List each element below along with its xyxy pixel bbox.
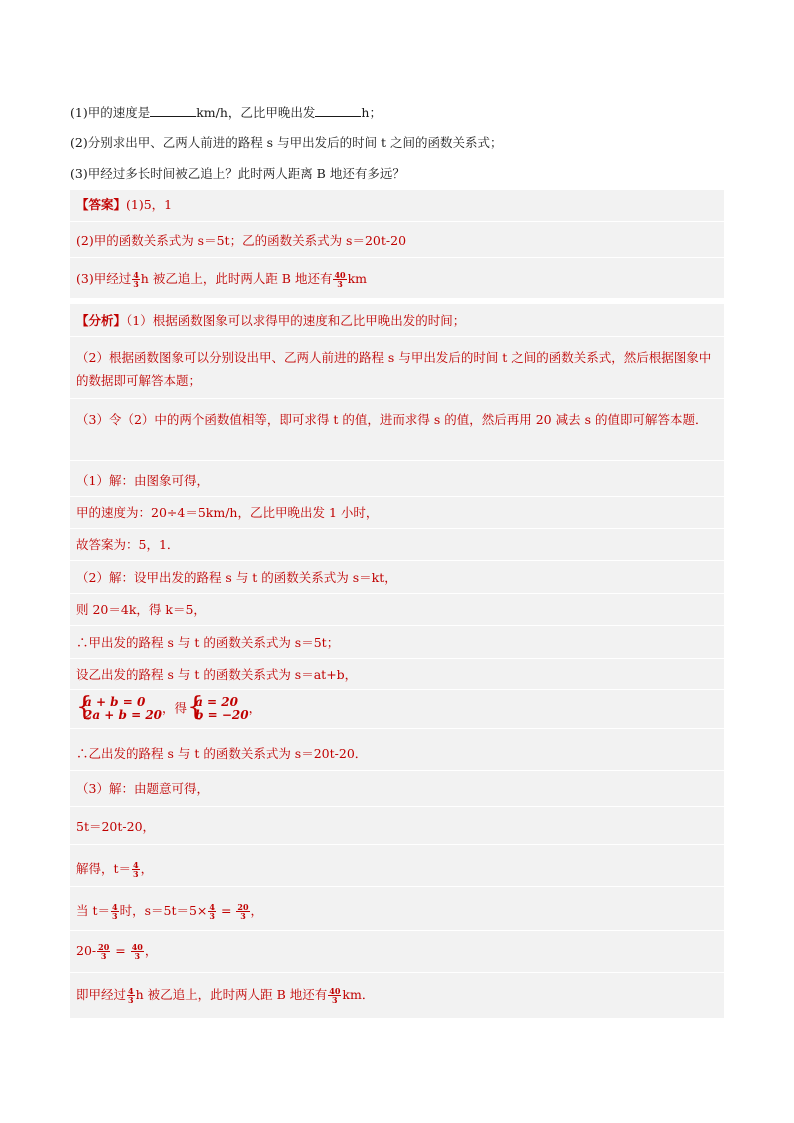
separator [70,886,724,887]
fraction-20-3: $\frac{20}{3}$ [237,902,249,921]
separator [70,972,724,973]
question-1-suffix: h； [361,105,382,120]
separator [70,528,724,529]
separator [70,844,724,845]
analysis-line-2: （2）根据函数图象可以分别设出甲、乙两人前进的路程 s 与甲出发后的时间 t 之间的函数关系式，然后根据图象中的数据即可解答本题； [76,350,712,388]
fraction-4-3: $\frac{4}{3}$ [128,986,134,1005]
solution-line-14: 即甲经过 $\frac{4}{3}$ h 被乙追上，此时两人距 B 地还有 $\frac{40}{3}$ km． [76,986,375,1005]
answer-part-1: (1)5，1 [126,197,173,212]
fraction-4-3: $\frac{4}{3}$ [133,860,139,879]
solution-line-8: ∴乙出发的路程 s 与 t 的函数关系式为 s＝20t-20． [76,746,368,761]
fraction-40-3: $\frac{40}{3}$ [131,942,143,961]
question-1-mid: km/h，乙比甲晚出发 [196,105,316,120]
separator [70,257,724,258]
separator [70,806,724,807]
solution-line-7: 设乙出发的路程 s 与 t 的函数关系式为 s＝at+b， [76,667,358,682]
solution-line-1: （1）解：由图象可得， [76,473,209,488]
solution-line-12: 当 t＝ $\frac{4}{3}$ 时，s＝5t＝5× $\frac{4}{3}$ = $\frac{20}{3}$ ， [76,902,264,921]
answer-3-c: km [347,271,368,286]
equation-system-left: { a + b = 0 2a + b = 20 [76,692,163,722]
separator [70,560,724,561]
question-2: (2)分别求出甲、乙两人前进的路程 s 与甲出发后的时间 t 之间的函数关系式； [70,135,503,150]
solution-line-2: 甲的速度为：20÷4＝5km/h，乙比甲晚出发 1 小时， [76,505,379,520]
answer-panel [70,190,724,298]
separator [70,625,724,626]
answer-line-2: (2)甲的函数关系式为 s＝5t；乙的函数关系式为 s＝20t-20 [76,233,407,248]
analysis-line-3: （3）令（2）中的两个函数值相等，即可求得 t 的值，进而求得 s 的值，然后再用 20 减去 s 的值即可解答本题． [76,412,708,427]
separator [70,221,724,222]
separator [70,496,724,497]
solution-line-13: 20- $\frac{20}{3}$ = $\frac{40}{3}$ ， [76,942,158,961]
question-1-prefix: (1)甲的速度是 [70,105,151,120]
answer-3-a: (3)甲经过 [76,271,132,286]
fraction-4-3: $\frac{4}{3}$ [133,270,139,289]
separator [70,689,724,690]
blank-delay [315,104,361,117]
separator [70,460,724,461]
question-3: (3)甲经过多长时间被乙追上？此时两人距离 B 地还有多远？ [70,166,405,181]
separator [70,658,724,659]
solution-line-11: 解得，t＝ $\frac{4}{3}$ ， [76,860,154,879]
fraction-20-3: $\frac{20}{3}$ [98,942,110,961]
separator [70,770,724,771]
answer-line-3 [76,270,718,288]
separator [70,336,724,337]
equation-system-line: { a + b = 0 2a + b = 20 ，得 { a = 20 b = −20 ， [76,692,262,722]
equation-system-right: { a = 20 b = −20 [187,692,249,722]
analysis-panel [70,304,724,1018]
fraction-40-3: $\frac{40}{3}$ [329,986,341,1005]
separator [70,593,724,594]
fraction-4-3: $\frac{4}{3}$ [209,902,215,921]
separator [70,930,724,931]
solution-line-10: 5t＝20t-20， [76,819,156,834]
separator [70,398,724,399]
solution-line-6: ∴甲出发的路程 s 与 t 的函数关系式为 s＝5t； [76,635,340,650]
solution-line-4: （2）解：设甲出发的路程 s 与 t 的函数关系式为 s＝kt， [76,570,397,585]
solution-line-5: 则 20＝4k，得 k＝5， [76,602,206,617]
fraction-4-3: $\frac{4}{3}$ [112,902,118,921]
solution-line-9: （3）解：由题意可得， [76,781,209,796]
analysis-tag: 【分析】 [76,313,127,328]
answer-3-b: h 被乙追上，此时两人距 B 地还有 [140,271,333,286]
fraction-40-3: $\frac{40}{3}$ [334,270,346,289]
analysis-line-1: 【分析】（1）根据函数图象可以求得甲的速度和乙比甲晚出发的时间； [76,313,466,328]
question-1 [70,104,724,122]
solution-line-3: 故答案为：5，1． [76,537,180,552]
blank-speed [150,104,196,117]
answer-tag: 【答案】 [76,197,127,212]
separator [70,728,724,729]
answer-line-1 [76,196,718,214]
